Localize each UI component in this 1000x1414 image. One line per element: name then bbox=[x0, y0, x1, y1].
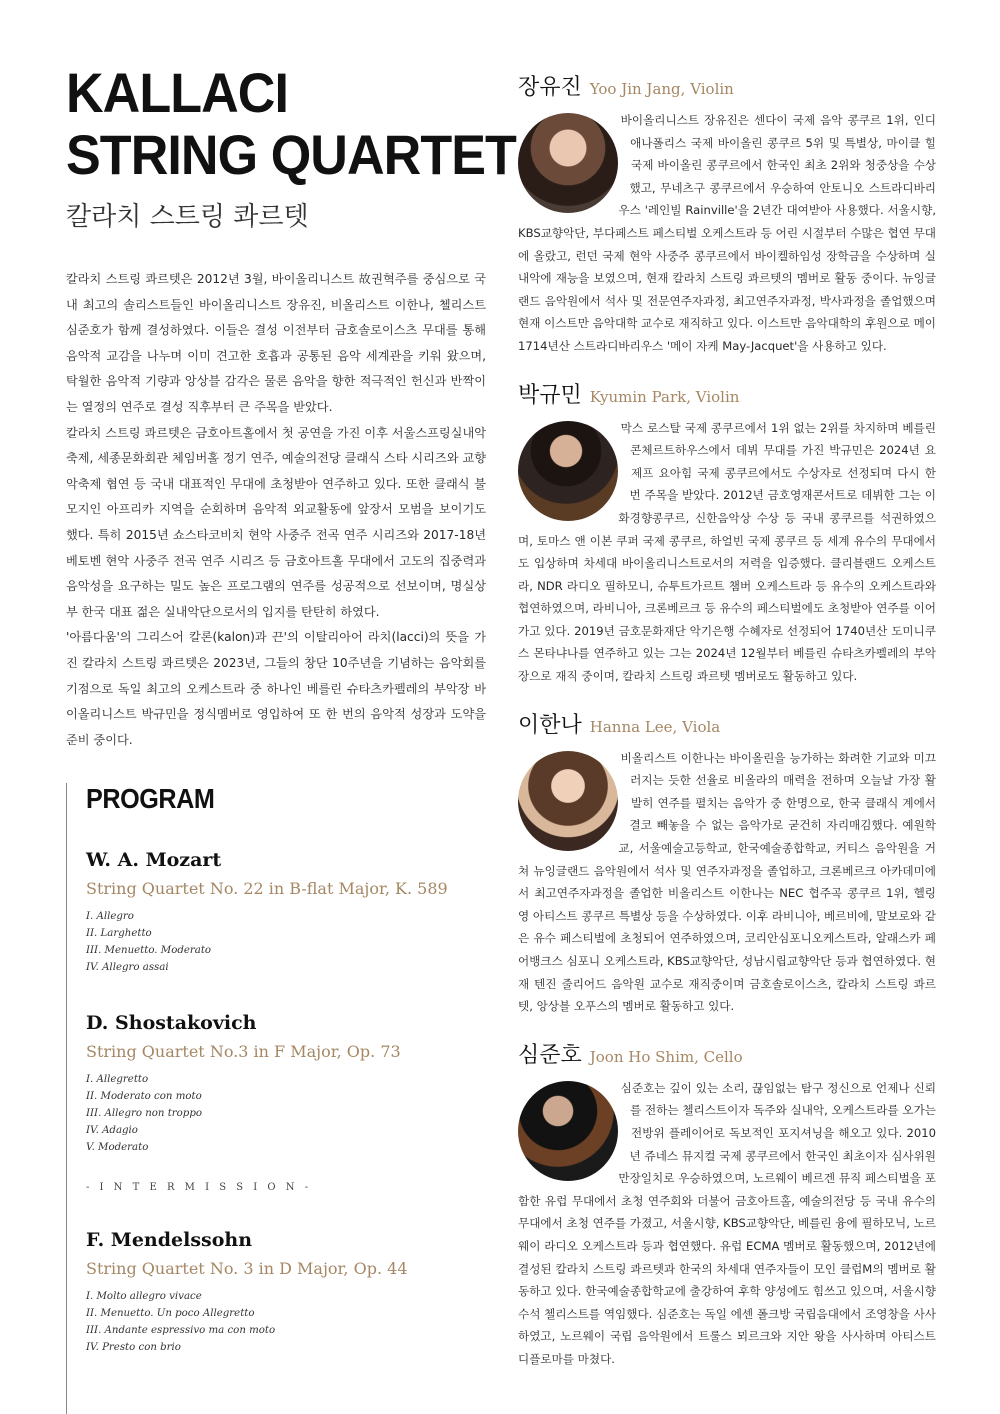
right-column bbox=[518, 70, 936, 1391]
english-name: Kyumin Park, Violin bbox=[589, 387, 740, 406]
portrait-photo bbox=[518, 1081, 618, 1181]
portrait-photo bbox=[518, 751, 618, 851]
bio-yoo-jin-jang bbox=[518, 70, 936, 358]
korean-name: 박규민 bbox=[518, 382, 582, 408]
program-piece bbox=[86, 1012, 486, 1156]
bio-kyumin-park bbox=[518, 378, 936, 688]
intro-paragraph: '아름다움'의 그리스어 칼론(kalon)과 끈'의 이탈리아어 라치(lacci)의 뜻을 가진 칼라치 스트링 콰르텟은 2023년, 그들의 창단 10주년을 기념하는 음악회를 기점으로 독일 최고의 오케스트라 중 하나인 베를린 슈타츠카펠레의 부악장 바이올리니스트 박규민을 정식멤버로 영입하여 또 한 번의 음악적 성장과 도약을 준비 중이다. bbox=[66, 630, 486, 747]
movement: I. Allegretto bbox=[86, 1074, 149, 1085]
english-name: Hanna Lee, Viola bbox=[589, 717, 721, 736]
composer-name: D. Shostakovich bbox=[86, 1012, 257, 1034]
bio-header bbox=[518, 70, 936, 101]
movement: II. Menuetto. Un poco Allegretto bbox=[86, 1308, 255, 1319]
composer-name: W. A. Mozart bbox=[86, 849, 222, 871]
bio-body bbox=[518, 417, 936, 688]
korean-name: 장유진 bbox=[518, 75, 582, 100]
program-piece bbox=[86, 1229, 486, 1356]
movement: III. Allegro non troppo bbox=[86, 1108, 202, 1119]
movement: I. Allegro bbox=[86, 911, 134, 922]
title-line-1: KALLACI bbox=[66, 61, 289, 124]
movement: II. Larghetto bbox=[86, 928, 152, 939]
title-line-2: STRING QUARTET bbox=[66, 123, 516, 186]
program-heading: PROGRAM bbox=[86, 783, 215, 814]
bio-text: 비올리스트 이한나는 바이올린을 능가하는 화려한 기교와 미끄러지는 듯한 선율로 비올라의 매력을 전하며 오늘날 가장 활발히 연주를 펼치는 음악가 중 한명으로, 한국 클래식 계에서 결코 빼놓을 수 없는 음악가로 굳건히 자리매김했다. 예원학교, 서울예술고등학교, 한국예술종합학교, 커티스 음악원을 거쳐 뉴잉글랜드 음악원에서 석사 및 연주자과정을 졸업하고, 크론베르크 아카데미에서 최고연주자과정을 졸업한 비올리스트 이한나는 NEC 협주곡 콩쿠르 1위, 헬링 영 아티스트 콩쿠르 특별상 등을 수상하였다. 이후 라비니아, 베르비에, 말보로와 같은 유수 페스티벌에 초청되어 연주하였으며, 코리안심포니오케스트라, 알래스카 페어뱅크스 심포니 오케스트라, KBS교향악단, 성남시립교향악단 등과 협연하였다. 현재 텐진 줄리어드 음악원 교수로 재직중이며 금호솔로이스츠, 칼라치 스트링 콰르텟, 앙상블 오푸스의 멤버로 활동하고 있다. bbox=[518, 750, 936, 1014]
bio-header bbox=[518, 1038, 936, 1069]
movement: I. Molto allegro vivace bbox=[86, 1291, 202, 1302]
korean-name: 이한나 bbox=[518, 712, 582, 738]
work-title: String Quartet No. 22 in B-flat Major, K. 589 bbox=[86, 879, 448, 898]
english-name: Joon Ho Shim, Cello bbox=[589, 1047, 743, 1066]
movement: II. Moderato con moto bbox=[86, 1091, 202, 1102]
page-title bbox=[66, 61, 516, 186]
bio-text: 심준호는 깊이 있는 소리, 끊임없는 탐구 정신으로 언제나 신뢰를 전하는 첼리스트이자 독주와 실내악, 오케스트라를 오가는 전방위 플레이어로 독보적인 포지셔닝을 해오고 있다. 2010년 쥬네스 뮤지컬 국제 콩쿠르에서 한국인 최초이자 심사위원 만장일치로 우승하였으며, 노르웨이 베르겐 뮤직 페스티벌을 포함한 유럽 무대에서 초청 연주회와 더불어 금호아트홀, 예술의전당 등 국내 유수의 무대에서 초청 연주를 가졌고, 서울시향, KBS교향악단, 베를린 융에 필하모닉, 노르웨이 라디오 오케스트라 등과 협연했다. 유럽 ECMA 멤버로 활동했으며, 2012년에 결성된 칼라치 스트링 콰르텟과 한국의 차세대 연주자들이 모인 클럽M의 멤버로 활동하고 있다. 한국예술종합학교에 출강하여 후학 양성에도 힘쓰고 있으며, 서울시향 수석 첼리스트를 역임했다. 심준호는 독일 에센 폴크방 국립음대에서 조영창을 사사하였고, 노르웨이 국립 음악원에서 트룰스 뫼르크와 지안 왕을 사사하며 아티스트 디플로마를 마쳤다. bbox=[518, 1080, 936, 1366]
portrait-photo bbox=[518, 113, 618, 213]
page-subtitle: 칼라치 스트링 콰르텟 bbox=[66, 202, 309, 232]
portrait-photo bbox=[518, 421, 618, 521]
bio-header bbox=[518, 708, 936, 739]
bio-body bbox=[518, 747, 936, 1018]
intro-paragraph: 칼라치 스트링 콰르텟은 금호아트홀에서 첫 공연을 가진 이후 서울스프링실내악축제, 세종문화회관 체임버홀 정기 연주, 예술의전당 클래식 스타 시리즈와 교향악축제 협연 등 국내 대표적인 무대에 초청받아 연주하고 있다. 또한 클래식 불모지인 아프리카 지역을 순회하며 음악적 외교활동에 앞장서 모범을 보이기도 했다. 특히 2015년 쇼스타코비치 현악 사중주 전곡 연주 시리즈와 2017-18년 베토벤 현악 사중주 전곡 연주 시리즈 등 금호아트홀 무대에서 고도의 집중력과 음악성을 요구하는 밀도 높은 프로그램의 연주를 성공적으로 선보이며, 명실상부 한국 대표 젊은 실내악단으로서의 입지를 탄탄히 하였다. bbox=[66, 425, 486, 619]
program-section bbox=[66, 783, 486, 1414]
composer-name: F. Mendelssohn bbox=[86, 1229, 253, 1251]
bio-text: 바이올리니스트 장유진은 센다이 국제 음악 콩쿠르 1위, 인디애나폴리스 국제 바이올린 콩쿠르 5위 및 특별상, 마이클 힐 국제 바이올린 콩쿠르에서 한국인 최초 2위와 청중상을 수상했고, 무네츠구 콩쿠르에서 우승하여 안토니오 스트라디바리우스 '레인빌 Rainville'을 2년간 대여받아 사용했다. 서울시향, KBS교향악단, 부다페스트 페스티벌 오케스트라 등 어린 시절부터 수많은 협연 무대에 올랐고, 런던 국제 현악 사중주 콩쿠르에서 바이켈하임성 장학금을 수상하며 실내악에 재능을 보였으며, 현재 칼라치 스트링 콰르텟의 멤버로 활동 중이다. 뉴잉글랜드 음악원에서 석사 및 전문연주자과정, 최고연주자과정, 박사과정을 졸업했으며 현재 이스트만 음악대학 교수로 재직하고 있다. 이스트만 음악대학의 후원으로 메이 1714년산 스트라디바리우스 '메이 자케 May-Jacquet'을 사용하고 있다. bbox=[518, 113, 936, 353]
movement-list bbox=[86, 908, 486, 976]
bio-joon-ho-shim bbox=[518, 1038, 936, 1371]
intro-paragraph: 칼라치 스트링 콰르텟은 2012년 3월, 바이올리니스트 故권혁주를 중심으로 국내 최고의 솔리스트들인 바이올리니스트 장유진, 비올리스트 이한나, 첼리스트 심준호가 함께 결성하였다. 이들은 결성 이전부터 금호솔로이스츠 무대를 통해 음악적 교감을 나누며 이미 견고한 호흡과 공통된 음악 세계관을 키워 왔으며, 탁월한 음악적 기량과 앙상블 감각은 물론 음악을 향한 적극적인 헌신과 반짝이는 열정의 연주로 결성 직후부터 큰 주목을 받았다. bbox=[66, 272, 486, 414]
movement-list bbox=[86, 1071, 486, 1156]
work-title: String Quartet No. 3 in D Major, Op. 44 bbox=[86, 1259, 408, 1278]
bio-body bbox=[518, 109, 936, 358]
left-column bbox=[66, 61, 516, 753]
movement: IV. Allegro assai bbox=[86, 962, 169, 973]
program-piece bbox=[86, 849, 486, 976]
movement: III. Andante espressivo ma con moto bbox=[86, 1325, 276, 1336]
movement: V. Moderato bbox=[86, 1142, 149, 1153]
korean-name: 심준호 bbox=[518, 1042, 582, 1068]
intermission-label: - I N T E R M I S S I O N - bbox=[86, 1182, 312, 1193]
movement: III. Menuetto. Moderato bbox=[86, 945, 212, 956]
intro-text bbox=[66, 267, 486, 753]
movement: IV. Adagio bbox=[86, 1125, 138, 1136]
bio-text: 막스 로스탈 국제 콩쿠르에서 1위 없는 2위를 차지하며 베를린 콘체르트하우스에서 데뷔 무대를 가진 박규민은 2024년 요제프 요아힘 국제 콩쿠르에서도 수상자로 선정되며 다시 한 번 주목을 받았다. 2012년 금호영재콘서트로 데뷔한 그는 이화경향콩쿠르, 신한음악상 수상 등 국내 콩쿠르를 석권하였으며, 토마스 앤 이본 쿠퍼 국제 콩쿠르, 하얼빈 국제 콩쿠르 등 세계 유수의 무대에서도 입상하며 차세대 바이올리니스트로서의 저력을 입증했다. 클리블랜드 오케스트라, NDR 라디오 필하모니, 슈투트가르트 챔버 오케스트라 등 유수의 오케스트라와 협연하였으며, 라비니아, 크론베르크 등 유수의 페스티벌에도 초청받아 연주를 이어가고 있다. 2019년 금호문화재단 악기은행 수혜자로 선정되어 1740년산 도미니쿠스 몬타냐나를 연주하고 있는 그는 2024년 12월부터 베를린 슈타츠카펠레의 부악장으로 재직 중이며, 칼라치 스트링 콰르텟 멤버로도 활동하고 있다. bbox=[518, 420, 936, 684]
bio-header bbox=[518, 378, 936, 409]
work-title: String Quartet No.3 in F Major, Op. 73 bbox=[86, 1042, 401, 1061]
bio-hanna-lee bbox=[518, 708, 936, 1018]
bio-body bbox=[518, 1077, 936, 1371]
movement-list bbox=[86, 1288, 486, 1356]
movement: IV. Presto con brio bbox=[86, 1342, 181, 1353]
english-name: Yoo Jin Jang, Violin bbox=[589, 80, 734, 98]
